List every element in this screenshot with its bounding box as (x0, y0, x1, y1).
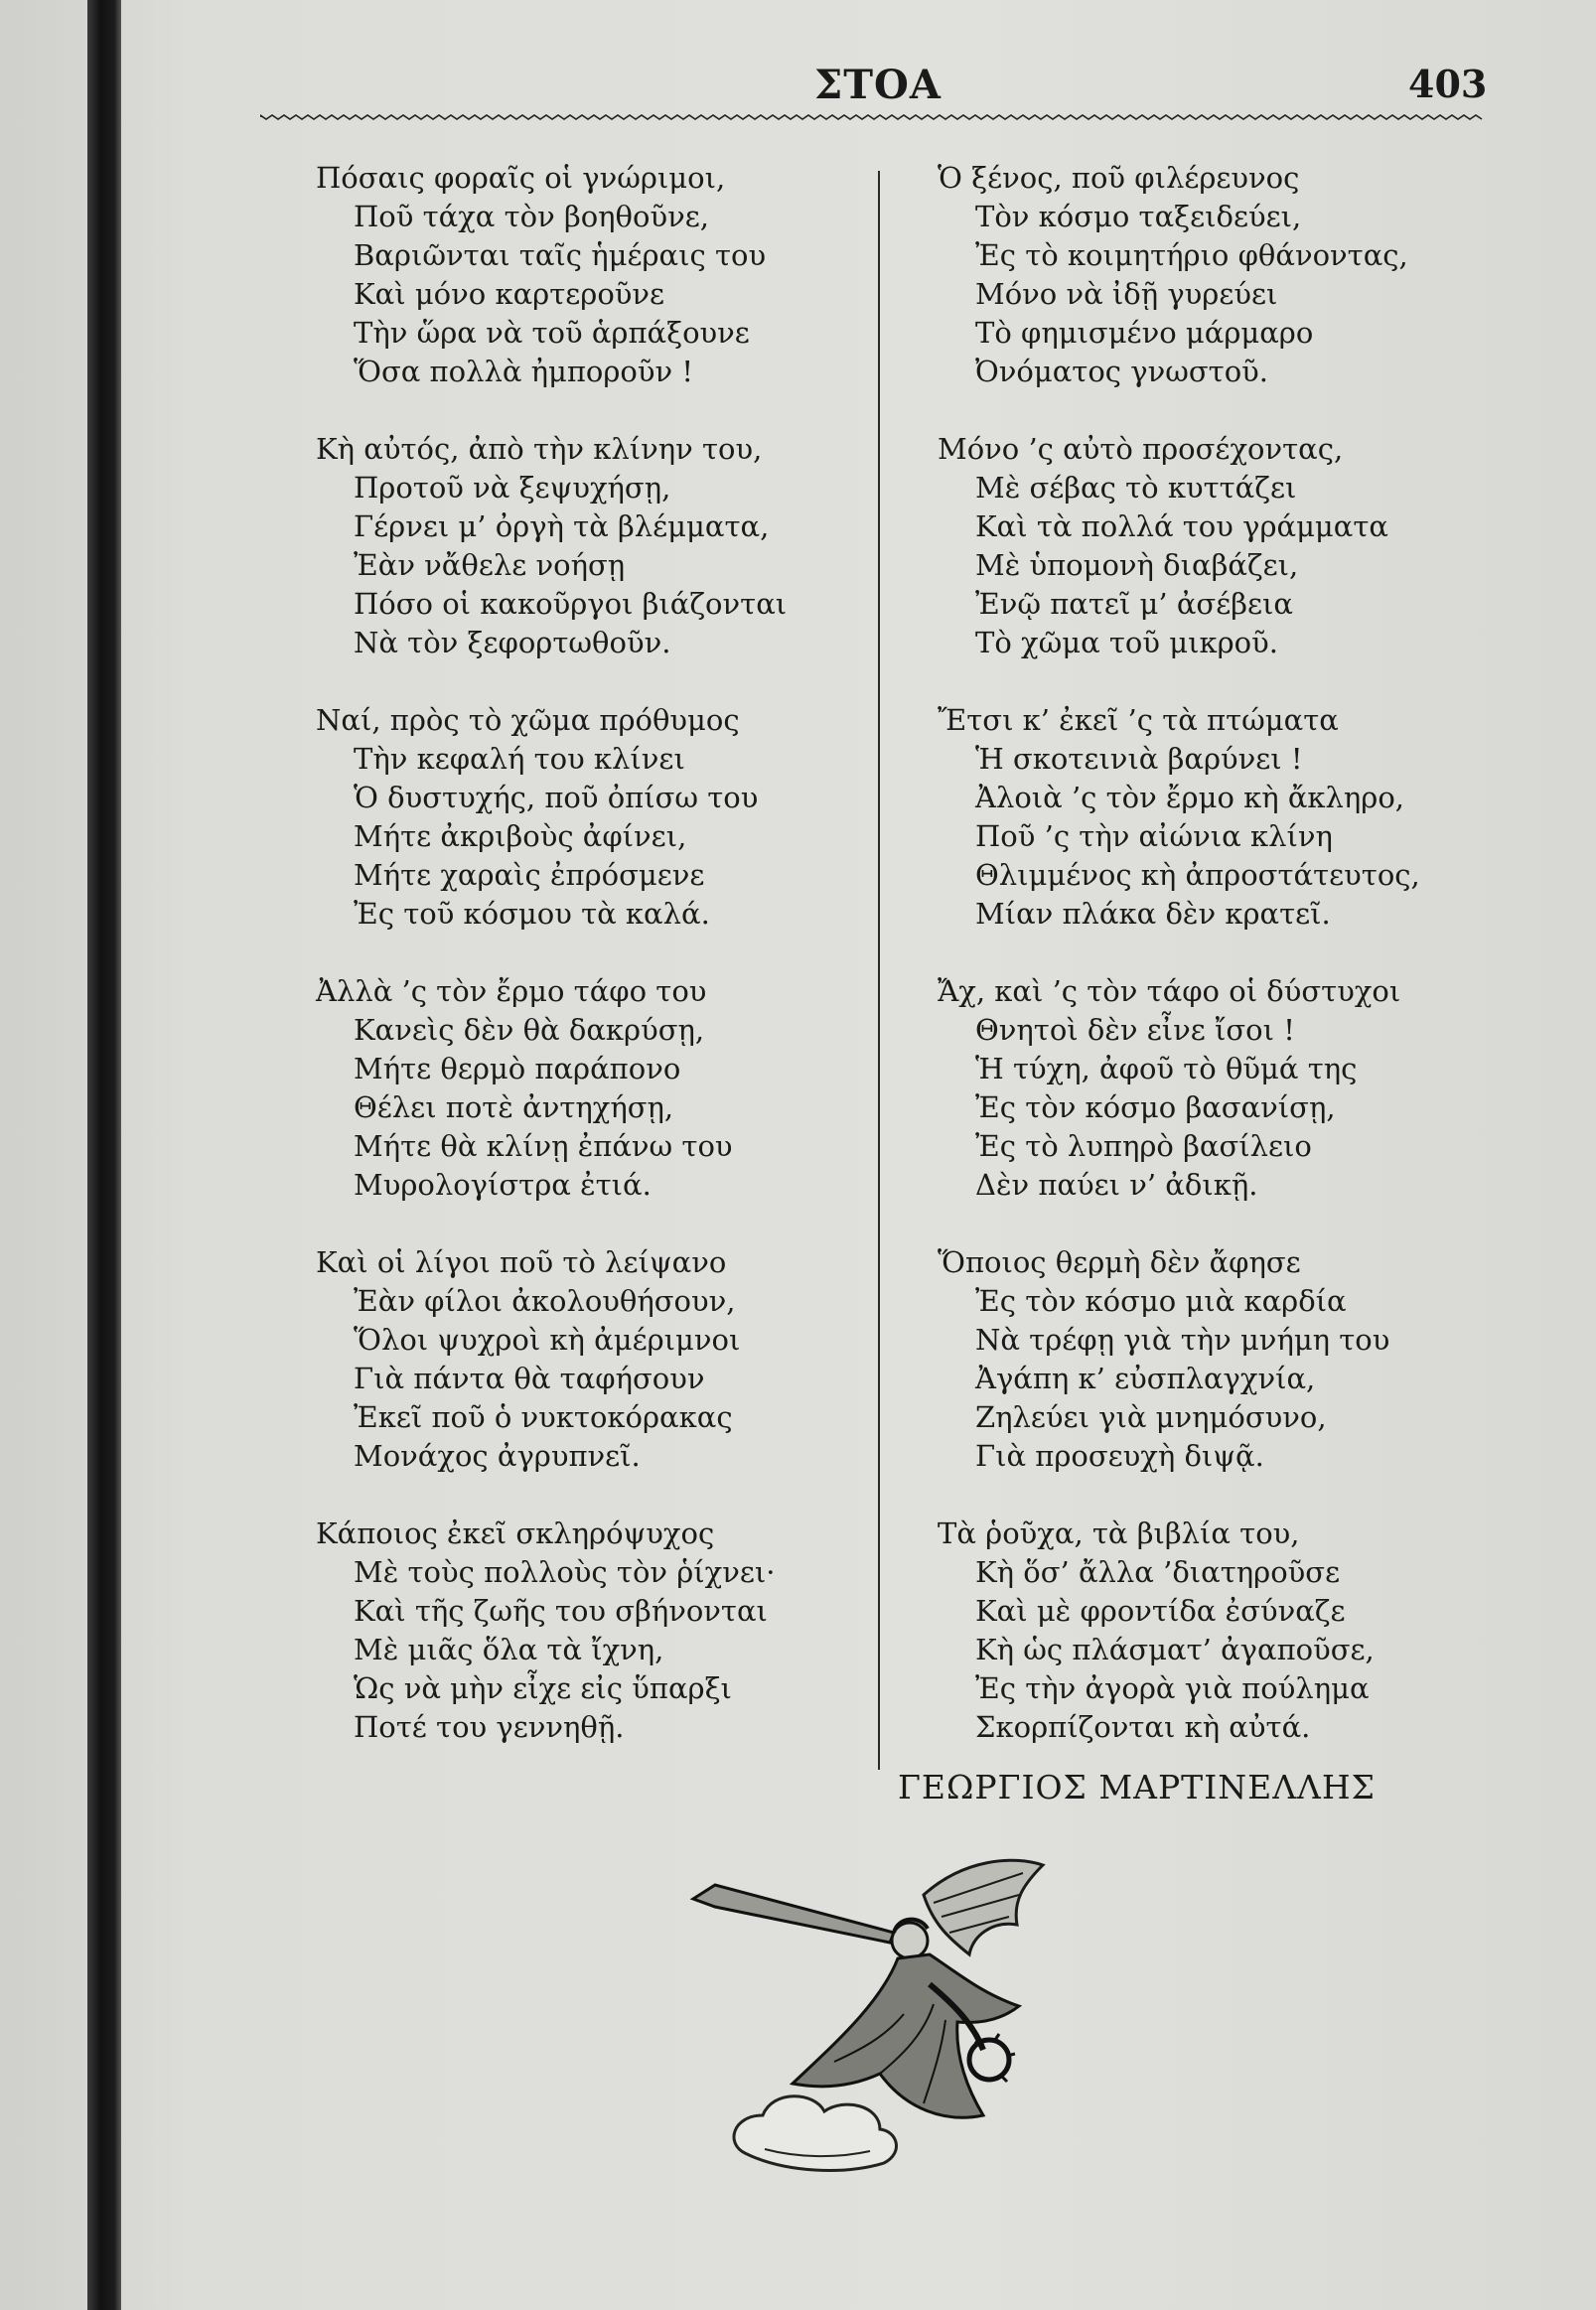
poem-line: Κὴ ὡς πλάσματ’ ἀγαποῦσε, (975, 1633, 1375, 1666)
poem-stanza (316, 701, 872, 934)
poem-line: Τὴν κεφαλή του κλίνει (354, 742, 685, 776)
poem-line: Τὸν κόσμο ταξειδεύει, (975, 200, 1302, 233)
poem-line: Ὡς νὰ μὴν εἶχε εἰς ὕπαρξι (354, 1671, 732, 1705)
poem-line: Θνητοὶ δὲν εἶνε ἴσοι ! (975, 1013, 1295, 1047)
poem-line: Μήτε θερμὸ παράπονο (354, 1052, 681, 1085)
poem-line: Ὅσα πολλὰ ἠμποροῦν ! (354, 355, 694, 388)
poem-line: Ζηλεύει γιὰ μνημόσυνο, (975, 1400, 1327, 1434)
poem-line: Ἐς τὸν κόσμο βασανίσῃ, (975, 1090, 1336, 1124)
poem-line: Γιὰ πάντα θὰ ταφήσουν (354, 1362, 705, 1395)
poem-stanza (316, 1243, 872, 1476)
poem-line: Σκορπίζονται κὴ αὐτά. (975, 1710, 1311, 1744)
poem-line: Νὰ τρέφῃ γιὰ τὴν μνήμη του (975, 1323, 1390, 1357)
poem-line: Μὲ τοὺς πολλοὺς τὸν ῥίχνει· (354, 1555, 776, 1589)
poem-line: Μήτε χαραὶς ἐπρόσμενε (354, 858, 705, 892)
poem-line: Ἐς τὴν ἀγορὰ γιὰ πούλημα (975, 1671, 1370, 1705)
poem-line: Κὴ ὅσ’ ἄλλα ’διατηροῦσε (975, 1555, 1341, 1589)
poem-line: Δὲν παύει ν’ ἀδικῇ. (975, 1168, 1258, 1202)
poem-stanza (938, 701, 1474, 934)
poem-line: Μήτε ἀκριβοὺς ἀφίνει, (354, 819, 687, 853)
poem-line: Ἐνῷ πατεῖ μ’ ἀσέβεια (975, 587, 1293, 621)
poem-line: Μονάχος ἀγρυπνεῖ. (354, 1439, 641, 1473)
poem-line: Ἄχ, καὶ ’ς τὸν τάφο οἱ δύστυχοι (938, 974, 1401, 1008)
poem-line: Πόσαις φοραῖς οἱ γνώριμοι, (316, 161, 726, 195)
poem-line: Βαριῶνται ταῖς ἡμέραις του (354, 238, 767, 272)
poem-line: Καὶ τῆς ζωῆς του σβήνονται (354, 1594, 768, 1628)
poem-line: Ἐς τοῦ κόσμου τὰ καλά. (354, 897, 710, 931)
poem-line: Τὸ φημισμένο μάρμαρο (975, 316, 1314, 350)
poem-stanza (938, 159, 1474, 391)
poem-line: Ἀγάπη κ’ εὐσπλαγχνία, (975, 1362, 1316, 1395)
poem-stanza (316, 430, 872, 662)
poem-stanza (938, 430, 1474, 662)
poem-line: Ὅποιος θερμὴ δὲν ἄφησε (938, 1245, 1301, 1279)
poem-line: Ὁ ξένος, ποῦ φιλέρευνος (938, 161, 1300, 195)
poem-stanza (938, 972, 1474, 1205)
poem-line: Ἀλοιὰ ’ς τὸν ἔρμο κὴ ἄκληρο, (975, 781, 1405, 814)
column-divider (878, 171, 880, 1770)
poem-line: Καὶ τὰ πολλά του γράμματα (975, 509, 1388, 543)
poem-line: Νὰ τὸν ξεφορτωθοῦν. (354, 626, 671, 659)
poem-line: Θέλει ποτὲ ἀντηχήσῃ, (354, 1090, 674, 1124)
poem-line: Τὴν ὥρα νὰ τοῦ ἁρπάξουνε (354, 316, 750, 350)
poem-stanza (316, 1515, 872, 1747)
poem-stanza (316, 972, 872, 1205)
poem-line: Ἐς τὸ κοιμητήριο φθάνοντας, (975, 238, 1408, 272)
poem-line: Ὁ δυστυχής, ποῦ ὀπίσω του (354, 781, 759, 814)
poem-line: Γέρνει μ’ ὀργὴ τὰ βλέμματα, (354, 509, 770, 543)
poem-line: Ὅλοι ψυχροὶ κὴ ἀμέριμνοι (354, 1323, 741, 1357)
page-number: 403 (1408, 62, 1488, 106)
poem-author: ΓΕΩΡΓΙΟΣ ΜΑΡΤΙΝΕΛΛΗΣ (898, 1768, 1376, 1806)
poem-line: Ἡ σκοτεινιὰ βαρύνει ! (975, 742, 1303, 776)
poem-line: Γιὰ προσευχὴ διψᾷ. (975, 1439, 1264, 1473)
poem-line: Προτοῦ νὰ ξεψυχήσῃ, (354, 471, 671, 505)
poem-stanza (938, 1243, 1474, 1476)
poem-line: Μίαν πλάκα δὲν κρατεῖ. (975, 897, 1331, 931)
poem-line: Ἐς τὸν κόσμο μιὰ καρδία (975, 1284, 1347, 1318)
poem-line: Ναί, πρὸς τὸ χῶμα πρόθυμος (316, 703, 740, 737)
poem-line: Τὸ χῶμα τοῦ μικροῦ. (975, 626, 1278, 659)
poem-left-column (316, 159, 872, 1786)
poem-line: Θλιμμένος κὴ ἀπροστάτευτος, (975, 858, 1420, 892)
poem-line: Ποῦ τάχα τὸν βοηθοῦνε, (354, 200, 709, 233)
poem-line: Μὲ σέβας τὸ κυττάζει (975, 471, 1297, 505)
poem-line: Μὲ μιᾶς ὅλα τὰ ἴχνη, (354, 1633, 664, 1666)
poem-line: Ποτέ του γεννηθῇ. (354, 1710, 625, 1744)
poem-line: Κανεὶς δὲν θὰ δακρύσῃ, (354, 1013, 705, 1047)
poem-line: Ἐὰν νἄθελε νοήσῃ (354, 548, 626, 582)
poem-line: Ἐς τὸ λυπηρὸ βασίλειο (975, 1129, 1312, 1163)
poem-line: Ἔτσι κ’ ἐκεῖ ’ς τὰ πτώματα (938, 703, 1339, 737)
poem-stanza (938, 1515, 1474, 1747)
poem-line: Πόσο οἱ κακοῦργοι βιάζονται (354, 587, 788, 621)
poem-line: Ὀνόματος γνωστοῦ. (975, 355, 1269, 388)
angel-with-trumpet-vignette-icon (685, 1855, 1112, 2183)
poem-line: Καὶ μὲ φροντίδα ἐσύναζε (975, 1594, 1346, 1628)
header-wavy-rule (260, 113, 1487, 121)
poem-line: Μόνο νὰ ἰδῇ γυρεύει (975, 277, 1278, 311)
poem-line: Τὰ ῥοῦχα, τὰ βιβλία του, (938, 1516, 1300, 1550)
poem-line: Καὶ μόνο καρτεροῦνε (354, 277, 665, 311)
running-header-title: ΣΤΟΑ (814, 62, 942, 108)
poem-line: Μήτε θὰ κλίνῃ ἐπάνω του (354, 1129, 733, 1163)
poem-right-column (938, 159, 1474, 1786)
poem-line: Ἡ τύχη, ἀφοῦ τὸ θῦμά της (975, 1052, 1358, 1085)
poem-line: Μὲ ὑπομονὴ διαβάζει, (975, 548, 1299, 582)
poem-line: Μυρολογίστρα ἐτιά. (354, 1168, 652, 1202)
poem-line: Ἀλλὰ ’ς τὸν ἔρμο τάφο του (316, 974, 707, 1008)
poem-line: Καὶ οἱ λίγοι ποῦ τὸ λείψανο (316, 1245, 727, 1279)
poem-stanza (316, 159, 872, 391)
poem-line: Μόνο ’ς αὐτὸ προσέχοντας, (938, 432, 1344, 466)
page-binding-shadow (87, 0, 121, 2310)
poem-line: Κάποιος ἐκεῖ σκληρόψυχος (316, 1516, 715, 1550)
poem-line: Ποῦ ’ς τὴν αἰώνια κλίνη (975, 819, 1333, 853)
poem-line: Κὴ αὐτός, ἀπὸ τὴν κλίνην του, (316, 432, 763, 466)
poem-line: Ἐὰν φίλοι ἀκολουθήσουν, (354, 1284, 736, 1318)
poem-line: Ἐκεῖ ποῦ ὁ νυκτοκόρακας (354, 1400, 733, 1434)
